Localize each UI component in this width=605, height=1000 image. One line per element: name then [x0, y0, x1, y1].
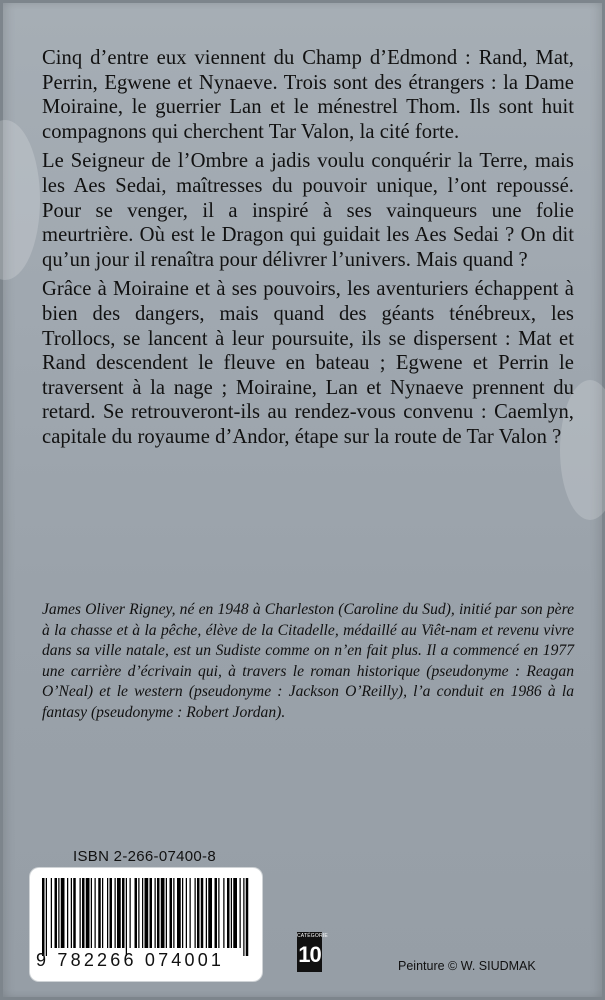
barcode-bar [51, 878, 52, 948]
barcode-bar [177, 878, 181, 948]
barcode-bar [117, 878, 121, 948]
barcode-bar [80, 878, 81, 948]
author-bio-text: James Oliver Rigney, né en 1948 à Charleston (Caroline du Sud), initié par son père à la chasse et à la pêche, élève de la Citadelle, médaillé au Viêt-nam et revenu vivre dans sa ville natale, est un Sudiste comme on n’en fait plus. Il a commencé en 1977 une carrière d’écrivain qui, à travers le roman historique (pseudonyme : Reagan O’Neal) et le western (pseudonyme : Jackson O’Reilly), l’a conduit en 1986 à la fantasy (pseudonyme : Robert Jordan). [42, 601, 574, 721]
synopsis-paragraph-2: Le Seigneur de l’Ombre a jadis voulu conquérir la Terre, mais les Aes Sedai, maîtresses du pouvoir unique, l’ont repoussé. Pour se venger, il a inspiré à ses vainqueurs une folie meurtrière. Où est le Dragon qui guidait les Aes Sedai ? On dit qu’un jour il renaîtra pour délivrer l’univers. Mais quand ? [42, 150, 574, 271]
barcode-bar [208, 878, 212, 948]
barcode-bar [201, 878, 204, 948]
barcode-bar [186, 878, 187, 948]
category-logo [297, 932, 328, 972]
barcode-bar [150, 878, 153, 948]
barcode-bar [73, 878, 76, 948]
barcode-bar [161, 878, 165, 948]
cover-art-credit: Peinture © W. SIUDMAK [398, 959, 536, 973]
barcode-bar [95, 878, 96, 948]
barcode-bar [195, 878, 196, 948]
synopsis-paragraph-3: Grâce à Moiraine et à ses pouvoirs, les aventuriers échappent à bien des dangers, mais quand des géants ténébreux, les Trollocs, se lancent à leur poursuite, ils se dispersent : Mat et Rand descendent le fleuve en bateau ; Egwene et Perrin le traversent à la nage ; Moiraine, Lan et Nynaeve prennent du retard. Se retrouveront-ils au rendez-vous convenu : Caemlyn, capitale du royaume d’Andor, étape sur la route de Tar Valon ? [42, 278, 574, 448]
synopsis-paragraph-1: Cinq d’entre eux viennent du Champ d’Edmond : Rand, Mat, Perrin, Egwene et Nynaeve. Trois sont des étrangers : la Dame Moiraine, le guerrier Lan et le ménestrel Thom. Ils sont huit compagnons qui cherchent Tar Valon, la cité forte. [42, 47, 574, 143]
barcode-bar [130, 878, 131, 948]
barcode-bar [157, 878, 160, 948]
category-label: CATÉGORIE [297, 933, 328, 939]
barcode-bar [126, 878, 127, 956]
barcode-bar [231, 878, 232, 948]
synopsis [42, 46, 574, 455]
barcode-bar [135, 878, 138, 948]
barcode-bar [182, 878, 183, 948]
barcode-bar [107, 878, 108, 948]
barcode-bar [46, 878, 47, 956]
barcode-bar [145, 878, 149, 948]
barcode-bar [122, 878, 125, 948]
barcode-bar [246, 878, 249, 956]
barcode-bar [138, 878, 139, 948]
barcode-bar [218, 878, 219, 948]
barcode-bar [71, 878, 72, 948]
barcode-bar [67, 878, 68, 948]
barcode-bars [42, 878, 250, 958]
barcode-bar [240, 878, 241, 948]
barcode-bar [98, 878, 101, 948]
barcode-bar [55, 878, 58, 948]
barcode-bar [170, 878, 173, 948]
barcode-bar [215, 878, 218, 948]
barcode-bar [243, 878, 244, 956]
barcode-bar [110, 878, 113, 948]
barcode-bar [115, 878, 116, 948]
barcode-bar [223, 878, 224, 948]
barcode-bar [233, 878, 237, 948]
barcode-bar [86, 878, 90, 948]
barcode-bar [42, 878, 45, 956]
barcode-bar [61, 878, 65, 948]
author-bio [42, 600, 574, 723]
barcode-digits: 9 782266 074001 [36, 950, 225, 970]
barcode-bar [58, 878, 59, 948]
category-number: 10 [298, 942, 321, 967]
barcode-bar [142, 878, 143, 948]
barcode-bar [197, 878, 200, 948]
barcode-bar [173, 878, 174, 948]
isbn-number: ISBN 2-266-07400-8 [73, 848, 216, 865]
barcode-bar [155, 878, 156, 948]
barcode-bar [102, 878, 103, 948]
barcode [30, 868, 262, 981]
barcode-bar [82, 878, 85, 948]
cover-wear [0, 120, 40, 280]
barcode-bar [166, 878, 167, 948]
barcode-bar [227, 878, 230, 948]
barcode-bar [206, 878, 207, 948]
barcode-bar [190, 878, 191, 948]
barcode-bar [91, 878, 92, 948]
